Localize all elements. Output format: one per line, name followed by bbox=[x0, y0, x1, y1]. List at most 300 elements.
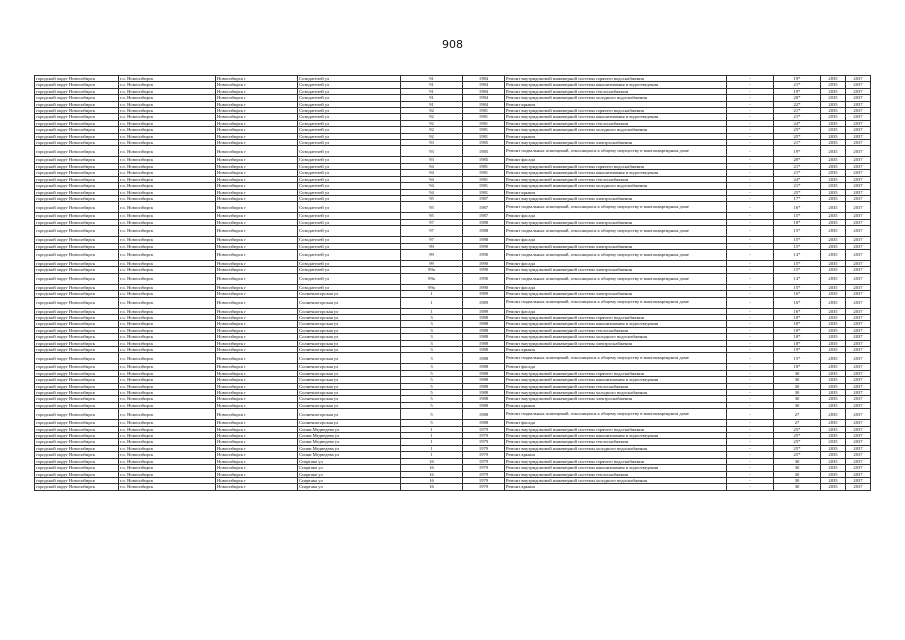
settlement-cell: г.о. Новосибирск bbox=[119, 364, 216, 370]
work-type-cell: Ремонт внутридомовой инженерной системы теплоснабжения bbox=[505, 327, 727, 333]
settlement-cell: г.о. Новосибирск bbox=[119, 120, 216, 126]
value-cell: 21* bbox=[774, 170, 821, 176]
city-cell: Новосибирск г bbox=[216, 140, 298, 146]
work-type-cell: Ремонт фасада bbox=[505, 260, 727, 266]
flag-cell: - bbox=[727, 377, 774, 383]
year-cell: 1988 bbox=[463, 334, 505, 340]
street-cell: Солнечногорская ул bbox=[298, 409, 401, 420]
flag-cell: - bbox=[727, 297, 774, 308]
flag-cell: - bbox=[727, 321, 774, 327]
house-cell: 92 bbox=[401, 127, 463, 133]
city-cell: Новосибирск г bbox=[216, 308, 298, 314]
flag-cell: - bbox=[727, 458, 774, 464]
flag-cell: - bbox=[727, 439, 774, 445]
settlement-cell: г.о. Новосибирск bbox=[119, 458, 216, 464]
table-row bbox=[35, 409, 871, 420]
start-year-cell: 2035 bbox=[821, 402, 846, 408]
year-cell: 1990 bbox=[463, 284, 505, 290]
flag-cell: - bbox=[727, 353, 774, 364]
house-cell: 91 bbox=[401, 101, 463, 107]
city-cell: Новосибирск г bbox=[216, 402, 298, 408]
city-cell: Новосибирск г bbox=[216, 260, 298, 266]
city-cell: Новосибирск г bbox=[216, 243, 298, 249]
city-cell: Новосибирск г bbox=[216, 133, 298, 139]
city-cell: Новосибирск г bbox=[216, 219, 298, 225]
start-year-cell: 2035 bbox=[821, 95, 846, 101]
start-year-cell: 2035 bbox=[821, 284, 846, 290]
year-cell: 1988 bbox=[463, 237, 505, 243]
street-cell: Солнечногорская ул bbox=[298, 347, 401, 353]
flag-cell: - bbox=[727, 226, 774, 237]
house-cell: 92 bbox=[401, 108, 463, 114]
work-type-cell: Ремонт внутридомовой инженерной системы горячего водоснабжения bbox=[505, 370, 727, 376]
city-cell: Новосибирск г bbox=[216, 439, 298, 445]
value-cell: 30 bbox=[774, 465, 821, 471]
value-cell: 15* bbox=[774, 213, 821, 219]
value-cell: 21* bbox=[774, 108, 821, 114]
city-cell: Новосибирск г bbox=[216, 195, 298, 201]
city-cell: Новосибирск г bbox=[216, 297, 298, 308]
house-cell: 92 bbox=[401, 120, 463, 126]
flag-cell: - bbox=[727, 484, 774, 490]
year-cell: 1979 bbox=[463, 445, 505, 451]
house-cell: 94 bbox=[401, 183, 463, 189]
start-year-cell: 2035 bbox=[821, 327, 846, 333]
end-year-cell: 2037 bbox=[846, 383, 871, 389]
city-cell: Новосибирск г bbox=[216, 433, 298, 439]
flag-cell: - bbox=[727, 445, 774, 451]
work-type-cell: Ремонт фасада bbox=[505, 284, 727, 290]
city-cell: Новосибирск г bbox=[216, 420, 298, 426]
city-cell: Новосибирск г bbox=[216, 249, 298, 260]
house-cell: 97 bbox=[401, 219, 463, 225]
city-cell: Новосибирск г bbox=[216, 340, 298, 346]
street-cell: Созидателей ул bbox=[298, 183, 401, 189]
city-cell: Новосибирск г bbox=[216, 409, 298, 420]
settlement-cell: г.о. Новосибирск bbox=[119, 226, 216, 237]
house-cell: 95 bbox=[401, 202, 463, 213]
start-year-cell: 2035 bbox=[821, 146, 846, 157]
house-cell: 91 bbox=[401, 76, 463, 82]
city-cell: Новосибирск г bbox=[216, 465, 298, 471]
house-cell: 3 bbox=[401, 347, 463, 353]
settlement-cell: г.о. Новосибирск bbox=[119, 477, 216, 483]
house-cell: 1 bbox=[401, 426, 463, 432]
year-cell: 1988 bbox=[463, 370, 505, 376]
start-year-cell: 2035 bbox=[821, 237, 846, 243]
value-cell: 25* bbox=[774, 189, 821, 195]
start-year-cell: 2035 bbox=[821, 364, 846, 370]
municipality-cell: городской округ Новосибирск bbox=[35, 327, 119, 333]
end-year-cell: 2037 bbox=[846, 202, 871, 213]
municipality-cell: городской округ Новосибирск bbox=[35, 334, 119, 340]
start-year-cell: 2035 bbox=[821, 267, 846, 273]
end-year-cell: 2037 bbox=[846, 426, 871, 432]
table-row bbox=[35, 226, 871, 237]
start-year-cell: 2035 bbox=[821, 176, 846, 182]
value-cell: 15* bbox=[774, 243, 821, 249]
value-cell: 25* bbox=[774, 433, 821, 439]
year-cell: 1990 bbox=[463, 249, 505, 260]
year-cell: 1988 bbox=[463, 402, 505, 408]
page-number: 908 bbox=[442, 38, 463, 51]
house-cell: 97 bbox=[401, 226, 463, 237]
end-year-cell: 2037 bbox=[846, 101, 871, 107]
city-cell: Новосибирск г bbox=[216, 284, 298, 290]
flag-cell: - bbox=[727, 88, 774, 94]
start-year-cell: 2035 bbox=[821, 114, 846, 120]
value-cell: 25* bbox=[774, 445, 821, 451]
end-year-cell: 2037 bbox=[846, 396, 871, 402]
year-cell: 1988 bbox=[463, 347, 505, 353]
street-cell: Созидателей ул bbox=[298, 202, 401, 213]
start-year-cell: 2035 bbox=[821, 226, 846, 237]
city-cell: Новосибирск г bbox=[216, 101, 298, 107]
settlement-cell: г.о. Новосибирск bbox=[119, 146, 216, 157]
table-body bbox=[35, 76, 871, 491]
end-year-cell: 2037 bbox=[846, 291, 871, 297]
house-cell: 3 bbox=[401, 327, 463, 333]
municipality-cell: городской округ Новосибирск bbox=[35, 458, 119, 464]
flag-cell: - bbox=[727, 334, 774, 340]
municipality-cell: городской округ Новосибирск bbox=[35, 377, 119, 383]
end-year-cell: 2037 bbox=[846, 260, 871, 266]
municipality-cell: городской округ Новосибирск bbox=[35, 157, 119, 163]
work-type-cell: Ремонт внутридомовой инженерной системы электроснабжения bbox=[505, 243, 727, 249]
year-cell: 1984 bbox=[463, 88, 505, 94]
municipality-cell: городской округ Новосибирск bbox=[35, 321, 119, 327]
value-cell: 22* bbox=[774, 101, 821, 107]
settlement-cell: г.о. Новосибирск bbox=[119, 402, 216, 408]
end-year-cell: 2037 bbox=[846, 340, 871, 346]
value-cell: 27 bbox=[774, 409, 821, 420]
street-cell: Солнечногорская ул bbox=[298, 396, 401, 402]
street-cell: Созидателей ул bbox=[298, 249, 401, 260]
municipality-cell: городской округ Новосибирск bbox=[35, 120, 119, 126]
end-year-cell: 2037 bbox=[846, 477, 871, 483]
flag-cell: - bbox=[727, 471, 774, 477]
city-cell: Новосибирск г bbox=[216, 426, 298, 432]
settlement-cell: г.о. Новосибирск bbox=[119, 108, 216, 114]
year-cell: 1984 bbox=[463, 76, 505, 82]
city-cell: Новосибирск г bbox=[216, 273, 298, 284]
settlement-cell: г.о. Новосибирск bbox=[119, 249, 216, 260]
year-cell: 1988 bbox=[463, 321, 505, 327]
house-cell: 5 bbox=[401, 383, 463, 389]
start-year-cell: 2035 bbox=[821, 477, 846, 483]
municipality-cell: городской округ Новосибирск bbox=[35, 176, 119, 182]
start-year-cell: 2035 bbox=[821, 396, 846, 402]
year-cell: 1988 bbox=[463, 226, 505, 237]
work-type-cell: Ремонт внутридомовой инженерной системы электроснабжения bbox=[505, 340, 727, 346]
work-type-cell: Ремонт внутридомовой инженерной системы холодного водоснабжения bbox=[505, 127, 727, 133]
city-cell: Новосибирск г bbox=[216, 484, 298, 490]
work-type-cell: Ремонт фасада bbox=[505, 420, 727, 426]
value-cell: 19* bbox=[774, 146, 821, 157]
house-cell: 5 bbox=[401, 420, 463, 426]
street-cell: Созидателей ул bbox=[298, 237, 401, 243]
value-cell: 18* bbox=[774, 219, 821, 225]
table-row bbox=[35, 353, 871, 364]
city-cell: Новосибирск г bbox=[216, 390, 298, 396]
year-cell: 1981 bbox=[463, 127, 505, 133]
work-type-cell: Ремонт внутридомовой инженерной системы теплоснабжения bbox=[505, 176, 727, 182]
work-type-cell: Ремонт внутридомовой инженерной системы канализования и водоотведения bbox=[505, 114, 727, 120]
city-cell: Новосибирск г bbox=[216, 157, 298, 163]
work-type-cell: Ремонт внутридомовой инженерной системы канализования и водоотведения bbox=[505, 433, 727, 439]
municipality-cell: городской округ Новосибирск bbox=[35, 370, 119, 376]
municipality-cell: городской округ Новосибирск bbox=[35, 308, 119, 314]
house-cell: 3 bbox=[401, 340, 463, 346]
year-cell: 1981 bbox=[463, 170, 505, 176]
value-cell: 30 bbox=[774, 477, 821, 483]
house-cell: 92 bbox=[401, 133, 463, 139]
flag-cell: - bbox=[727, 267, 774, 273]
house-cell: 1 bbox=[401, 433, 463, 439]
settlement-cell: г.о. Новосибирск bbox=[119, 133, 216, 139]
value-cell: 21* bbox=[774, 163, 821, 169]
start-year-cell: 2035 bbox=[821, 321, 846, 327]
city-cell: Новосибирск г bbox=[216, 226, 298, 237]
street-cell: Созидателей ул bbox=[298, 133, 401, 139]
flag-cell: - bbox=[727, 370, 774, 376]
start-year-cell: 2035 bbox=[821, 213, 846, 219]
year-cell: 1979 bbox=[463, 433, 505, 439]
house-cell: 1 bbox=[401, 291, 463, 297]
year-cell: 1990 bbox=[463, 260, 505, 266]
start-year-cell: 2035 bbox=[821, 340, 846, 346]
city-cell: Новосибирск г bbox=[216, 163, 298, 169]
street-cell: Солнечногорская ул bbox=[298, 334, 401, 340]
value-cell: 18* bbox=[774, 364, 821, 370]
street-cell: Созидателей ул bbox=[298, 213, 401, 219]
value-cell: 21* bbox=[774, 114, 821, 120]
street-cell: Созидателей ул bbox=[298, 267, 401, 273]
city-cell: Новосибирск г bbox=[216, 452, 298, 458]
year-cell: 1989 bbox=[463, 297, 505, 308]
work-type-cell: Ремонт внутридомовой инженерной системы холодного водоснабжения bbox=[505, 334, 727, 340]
municipality-cell: городской округ Новосибирск bbox=[35, 390, 119, 396]
municipality-cell: городской округ Новосибирск bbox=[35, 347, 119, 353]
year-cell: 1988 bbox=[463, 409, 505, 420]
value-cell: 25* bbox=[774, 426, 821, 432]
settlement-cell: г.о. Новосибирск bbox=[119, 176, 216, 182]
municipality-cell: городской округ Новосибирск bbox=[35, 226, 119, 237]
flag-cell: - bbox=[727, 101, 774, 107]
year-cell: 1979 bbox=[463, 465, 505, 471]
settlement-cell: г.о. Новосибирск bbox=[119, 243, 216, 249]
settlement-cell: г.о. Новосибирск bbox=[119, 260, 216, 266]
year-cell: 1985 bbox=[463, 157, 505, 163]
flag-cell: - bbox=[727, 120, 774, 126]
value-cell: 25* bbox=[774, 127, 821, 133]
end-year-cell: 2037 bbox=[846, 445, 871, 451]
house-cell: 3 bbox=[401, 314, 463, 320]
municipality-cell: городской округ Новосибирск bbox=[35, 383, 119, 389]
year-cell: 1981 bbox=[463, 108, 505, 114]
value-cell: 16* bbox=[774, 297, 821, 308]
street-cell: Солнечногорская ул bbox=[298, 377, 401, 383]
house-cell: 99а bbox=[401, 267, 463, 273]
end-year-cell: 2037 bbox=[846, 458, 871, 464]
year-cell: 1988 bbox=[463, 314, 505, 320]
value-cell: 18* bbox=[774, 321, 821, 327]
end-year-cell: 2037 bbox=[846, 195, 871, 201]
flag-cell: - bbox=[727, 189, 774, 195]
value-cell: 24* bbox=[774, 176, 821, 182]
municipality-cell: городской округ Новосибирск bbox=[35, 433, 119, 439]
house-cell: 1 bbox=[401, 308, 463, 314]
street-cell: Солнечногорская ул bbox=[298, 420, 401, 426]
settlement-cell: г.о. Новосибирск bbox=[119, 321, 216, 327]
year-cell: 1990 bbox=[463, 267, 505, 273]
house-cell: 99 bbox=[401, 260, 463, 266]
start-year-cell: 2035 bbox=[821, 189, 846, 195]
house-cell: 16 bbox=[401, 458, 463, 464]
work-type-cell: Ремонт подвальных помещений, относящихся к общему имуществу в многоквартирном доме bbox=[505, 273, 727, 284]
end-year-cell: 2037 bbox=[846, 176, 871, 182]
flag-cell: - bbox=[727, 237, 774, 243]
settlement-cell: г.о. Новосибирск bbox=[119, 340, 216, 346]
value-cell: 21* bbox=[774, 140, 821, 146]
value-cell: 16* bbox=[774, 291, 821, 297]
street-cell: Сопки Медведева ул bbox=[298, 452, 401, 458]
value-cell: 15* bbox=[774, 267, 821, 273]
street-cell: Солнечногорская ул bbox=[298, 308, 401, 314]
settlement-cell: г.о. Новосибирск bbox=[119, 426, 216, 432]
settlement-cell: г.о. Новосибирск bbox=[119, 183, 216, 189]
settlement-cell: г.о. Новосибирск bbox=[119, 95, 216, 101]
municipality-cell: городской округ Новосибирск bbox=[35, 396, 119, 402]
street-cell: Солнечногорская ул bbox=[298, 327, 401, 333]
year-cell: 1979 bbox=[463, 452, 505, 458]
end-year-cell: 2037 bbox=[846, 353, 871, 364]
street-cell: Созидателей ул bbox=[298, 88, 401, 94]
value-cell: 20* bbox=[774, 95, 821, 101]
municipality-cell: городской округ Новосибирск bbox=[35, 146, 119, 157]
city-cell: Новосибирск г bbox=[216, 183, 298, 189]
house-cell: 97 bbox=[401, 237, 463, 243]
settlement-cell: г.о. Новосибирск bbox=[119, 465, 216, 471]
end-year-cell: 2037 bbox=[846, 364, 871, 370]
city-cell: Новосибирск г bbox=[216, 76, 298, 82]
flag-cell: - bbox=[727, 140, 774, 146]
flag-cell: - bbox=[727, 347, 774, 353]
end-year-cell: 2037 bbox=[846, 390, 871, 396]
end-year-cell: 2037 bbox=[846, 297, 871, 308]
municipality-cell: городской округ Новосибирск bbox=[35, 183, 119, 189]
work-type-cell: Ремонт внутридомовой инженерной системы электроснабжения bbox=[505, 195, 727, 201]
value-cell: 21* bbox=[774, 183, 821, 189]
settlement-cell: г.о. Новосибирск bbox=[119, 383, 216, 389]
street-cell: Сопки Медведева ул bbox=[298, 439, 401, 445]
start-year-cell: 2035 bbox=[821, 308, 846, 314]
street-cell: Спартака ул bbox=[298, 465, 401, 471]
city-cell: Новосибирск г bbox=[216, 267, 298, 273]
street-cell: Солнечногорская ул bbox=[298, 297, 401, 308]
municipality-cell: городской округ Новосибирск bbox=[35, 95, 119, 101]
street-cell: Солнечногорская ул bbox=[298, 314, 401, 320]
city-cell: Новосибирск г bbox=[216, 82, 298, 88]
value-cell: 19* bbox=[774, 76, 821, 82]
start-year-cell: 2035 bbox=[821, 101, 846, 107]
value-cell: 21* bbox=[774, 82, 821, 88]
municipality-cell: городской округ Новосибирск bbox=[35, 219, 119, 225]
work-type-cell: Ремонт фасада bbox=[505, 213, 727, 219]
municipality-cell: городской округ Новосибирск bbox=[35, 465, 119, 471]
value-cell: 30 bbox=[774, 370, 821, 376]
end-year-cell: 2037 bbox=[846, 183, 871, 189]
house-cell: 91 bbox=[401, 88, 463, 94]
value-cell: 18* bbox=[774, 334, 821, 340]
start-year-cell: 2035 bbox=[821, 445, 846, 451]
settlement-cell: г.о. Новосибирск bbox=[119, 433, 216, 439]
settlement-cell: г.о. Новосибирск bbox=[119, 297, 216, 308]
flag-cell: - bbox=[727, 183, 774, 189]
value-cell: 19* bbox=[774, 88, 821, 94]
year-cell: 1984 bbox=[463, 95, 505, 101]
street-cell: Созидателей ул bbox=[298, 273, 401, 284]
house-cell: 16 bbox=[401, 477, 463, 483]
work-type-cell: Ремонт внутридомовой инженерной системы канализования и водоотведения bbox=[505, 82, 727, 88]
work-type-cell: Ремонт подвальных помещений, относящихся к общему имуществу в многоквартирном доме bbox=[505, 409, 727, 420]
municipality-cell: городской округ Новосибирск bbox=[35, 163, 119, 169]
start-year-cell: 2035 bbox=[821, 76, 846, 82]
table-row bbox=[35, 146, 871, 157]
municipality-cell: городской округ Новосибирск bbox=[35, 76, 119, 82]
city-cell: Новосибирск г bbox=[216, 477, 298, 483]
start-year-cell: 2035 bbox=[821, 334, 846, 340]
year-cell: 1988 bbox=[463, 219, 505, 225]
flag-cell: - bbox=[727, 314, 774, 320]
street-cell: Созидателей ул bbox=[298, 108, 401, 114]
start-year-cell: 2035 bbox=[821, 127, 846, 133]
work-type-cell: Ремонт крыши bbox=[505, 347, 727, 353]
end-year-cell: 2037 bbox=[846, 213, 871, 219]
street-cell: Созидателей ул bbox=[298, 76, 401, 82]
municipality-cell: городской округ Новосибирск bbox=[35, 170, 119, 176]
year-cell: 1981 bbox=[463, 120, 505, 126]
settlement-cell: г.о. Новосибирск bbox=[119, 291, 216, 297]
end-year-cell: 2037 bbox=[846, 439, 871, 445]
table-row bbox=[35, 249, 871, 260]
end-year-cell: 2037 bbox=[846, 157, 871, 163]
work-type-cell: Ремонт подвальных помещений, относящихся к общему имуществу в многоквартирном доме bbox=[505, 146, 727, 157]
flag-cell: - bbox=[727, 340, 774, 346]
year-cell: 1981 bbox=[463, 189, 505, 195]
table-row bbox=[35, 202, 871, 213]
work-type-cell: Ремонт внутридомовой инженерной системы канализования и водоотведения bbox=[505, 377, 727, 383]
house-cell: 5 bbox=[401, 409, 463, 420]
year-cell: 1979 bbox=[463, 477, 505, 483]
flag-cell: - bbox=[727, 364, 774, 370]
end-year-cell: 2037 bbox=[846, 133, 871, 139]
street-cell: Созидателей ул bbox=[298, 127, 401, 133]
flag-cell: - bbox=[727, 249, 774, 260]
municipality-cell: городской округ Новосибирск bbox=[35, 297, 119, 308]
table-row bbox=[35, 297, 871, 308]
start-year-cell: 2035 bbox=[821, 260, 846, 266]
settlement-cell: г.о. Новосибирск bbox=[119, 189, 216, 195]
start-year-cell: 2035 bbox=[821, 273, 846, 284]
work-type-cell: Ремонт фасада bbox=[505, 308, 727, 314]
municipality-cell: городской округ Новосибирск bbox=[35, 195, 119, 201]
year-cell: 1988 bbox=[463, 396, 505, 402]
house-cell: 1 bbox=[401, 439, 463, 445]
street-cell: Созидателей ул bbox=[298, 284, 401, 290]
work-type-cell: Ремонт крыши bbox=[505, 452, 727, 458]
work-type-cell: Ремонт внутридомовой инженерной системы теплоснабжения bbox=[505, 383, 727, 389]
